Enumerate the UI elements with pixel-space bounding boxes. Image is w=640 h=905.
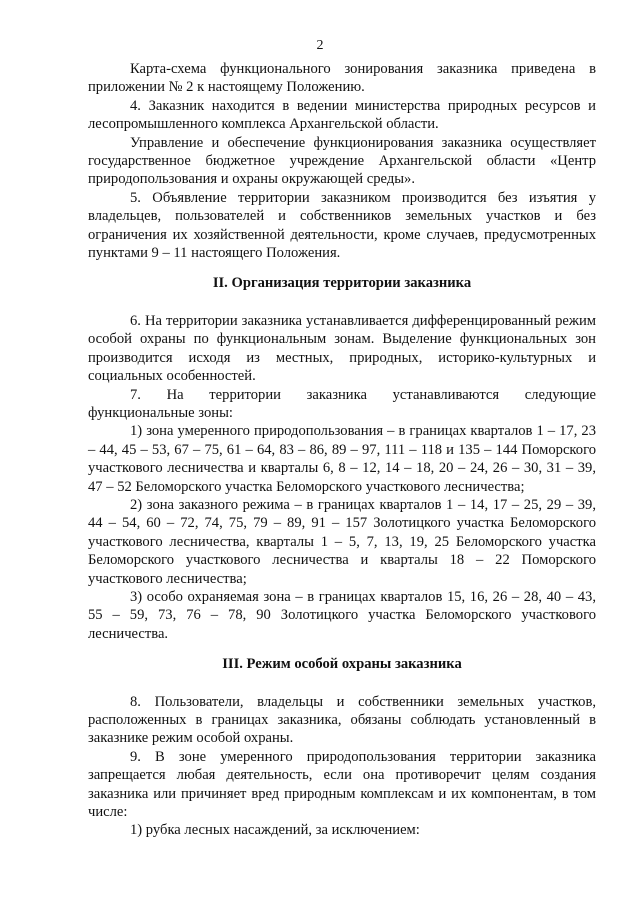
paragraph-8: 8. Пользователи, владельцы и собственники земельных участков, расположенных в границах заказника, обязаны соблюдать установленный в заказнике режим особой охраны. [88, 693, 596, 747]
paragraph-6: 6. На территории заказника устанавливается дифференцированный режим особой охраны по функциональным зонам. Выделение функциональных зон производится исходя из местных, природных, историко-культурных и социальных особенностей. [88, 312, 596, 385]
spacer [88, 293, 596, 312]
paragraph-4: 4. Заказник находится в ведении министерства природных ресурсов и лесопромышленного комплекса Архангельской области. [88, 97, 596, 133]
page-number: 2 [316, 38, 324, 53]
section-heading-organization: II. Организация территории заказника [212, 275, 472, 292]
zone-specially-protected: 3) особо охраняемая зона – в границах кварталов 15, 16, 26 – 28, 40 – 43, 55 – 59, 73, 76 – 78, 90 Золотицкого участка Беломорского участкового лесничества. [88, 588, 596, 642]
spacer [88, 674, 596, 693]
spacer [88, 643, 596, 655]
item-logging: 1) рубка лесных насаждений, за исключением: [130, 822, 420, 839]
zone-reserve-regime: 2) зона заказного режима – в границах кварталов 1 – 14, 17 – 25, 29 – 39, 44 – 54, 60 – 72, 74, 75, 79 – 89, 91 – 157 Золотицкого участка Беломорского участкового лесничества, кварталы 1 – 5, 7, 13, 19, 25 Беломорского участка Беломорского участкового лесничества и кварталы 18 – 22 Поморского участкового лесничества; [88, 496, 596, 587]
paragraph-7: 7. На территории заказника устанавливаются следующие функциональные зоны: [88, 386, 596, 421]
document-body [88, 60, 596, 840]
paragraph-map-scheme: Карта-схема функционального зонирования заказника приведена в приложении № 2 к настоящему Положению. [88, 61, 596, 96]
paragraph-5: 5. Объявление территории заказником производится без изъятия у владельцев, пользователей и собственников земельных участков и без ограничения их хозяйственной деятельности, кроме случаев, предусмотренных пунктами 9 – 11 настоящего Положения. [88, 189, 596, 262]
paragraph-management: Управление и обеспечение функционирования заказника осуществляет государственное бюджетное учреждение Архангельской области «Центр природопользования и охраны окружающей среды». [88, 134, 596, 188]
paragraph-9: 9. В зоне умеренного природопользования территории заказника запрещается любая деятельность, если она противоречит целям создания заказника или причиняет вред природным комплексам и их компонентам, в том числе: [88, 748, 596, 821]
spacer [88, 262, 596, 274]
zone-moderate-use: 1) зона умеренного природопользования – в границах кварталов 1 – 17, 23 – 44, 45 – 53, 67 – 75, 61 – 64, 83 – 86, 89 – 97, 111 – 118 и 135 – 144 Поморского участкового лесничества и кварталы 6, 8 – 12, 14 – 18, 20 – 24, 26 – 30, 31 – 39, 47 – 52 Беломорского участка Беломорского участкового лесничества; [88, 423, 596, 495]
section-heading-protection-regime: III. Режим особой охраны заказника [222, 656, 462, 673]
